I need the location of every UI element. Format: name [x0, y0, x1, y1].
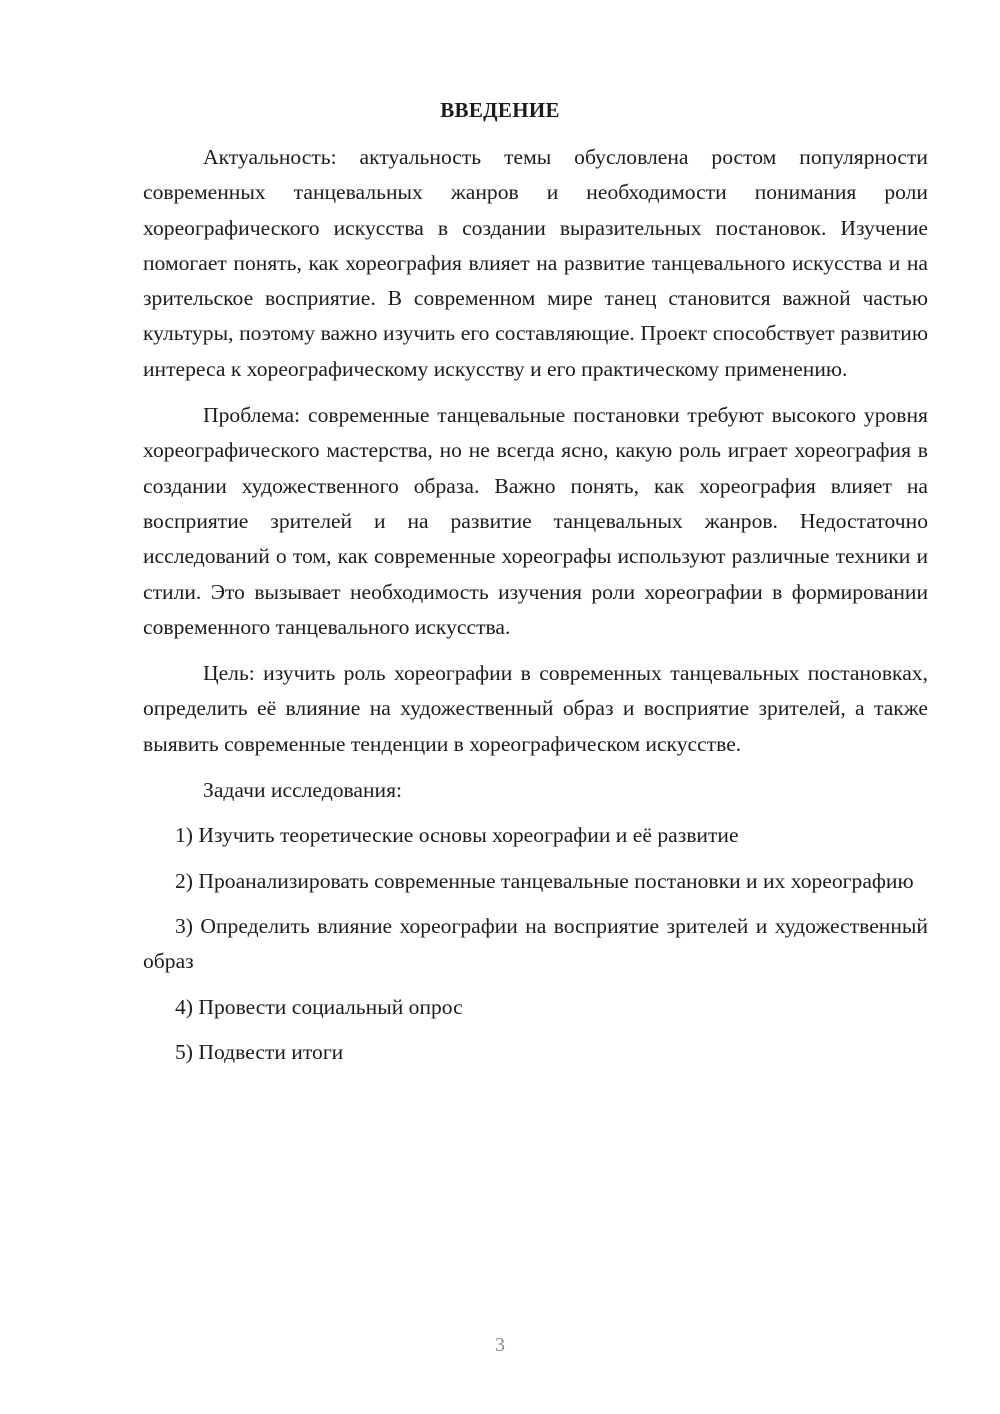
list-item: 5) Подвести итоги: [175, 1039, 344, 1064]
paragraph-relevance: Актуальность: актуальность темы обусловлена ростом популярности современных танцевальных жанров и необходимости понимания роли хореографического искусства в создании выразительных постановок. Изучение помогает понять, как хореография влияет на развитие танцевального искусства и на зрительское восприятие. В современном мире танец становится важной частью культуры, поэтому важно изучить его составляющие. Проект способствует развитию интереса к хореографическому искусству и его практическому применению.: [143, 145, 928, 381]
page-title: ВВЕДЕНИЕ: [440, 98, 560, 122]
paragraph-goal: Цель: изучить роль хореографии в современных танцевальных постановках, определить её влияние на художественный образ и восприятие зрителей, а также выявить современные тенденции в хореографическом искусстве.: [143, 661, 928, 756]
document-body: [143, 140, 928, 1070]
list-item: 2) Проанализировать современные танцевальные постановки и их хореографию: [175, 868, 914, 893]
page-number: 3: [495, 1334, 505, 1356]
list-item: 3) Определить влияние хореографии на восприятие зрителей и художественный образ: [143, 913, 928, 974]
list-item: 1) Изучить теоретические основы хореографии и её развитие: [175, 823, 739, 848]
tasks-heading: Задачи исследования:: [203, 778, 403, 803]
list-item: 4) Провести социальный опрос: [175, 994, 463, 1019]
paragraph-problem: Проблема: современные танцевальные постановки требуют высокого уровня хореографического мастерства, но не всегда ясно, какую роль играет хореография в создании художественного образа. Важно понять, как хореография влияет на восприятие зрителей и на развитие танцевальных жанров. Недостаточно исследований о том, как современные хореографы используют различные техники и стили. Это вызывает необходимость изучения роли хореографии в формировании современного танцевального искусства.: [143, 403, 928, 639]
